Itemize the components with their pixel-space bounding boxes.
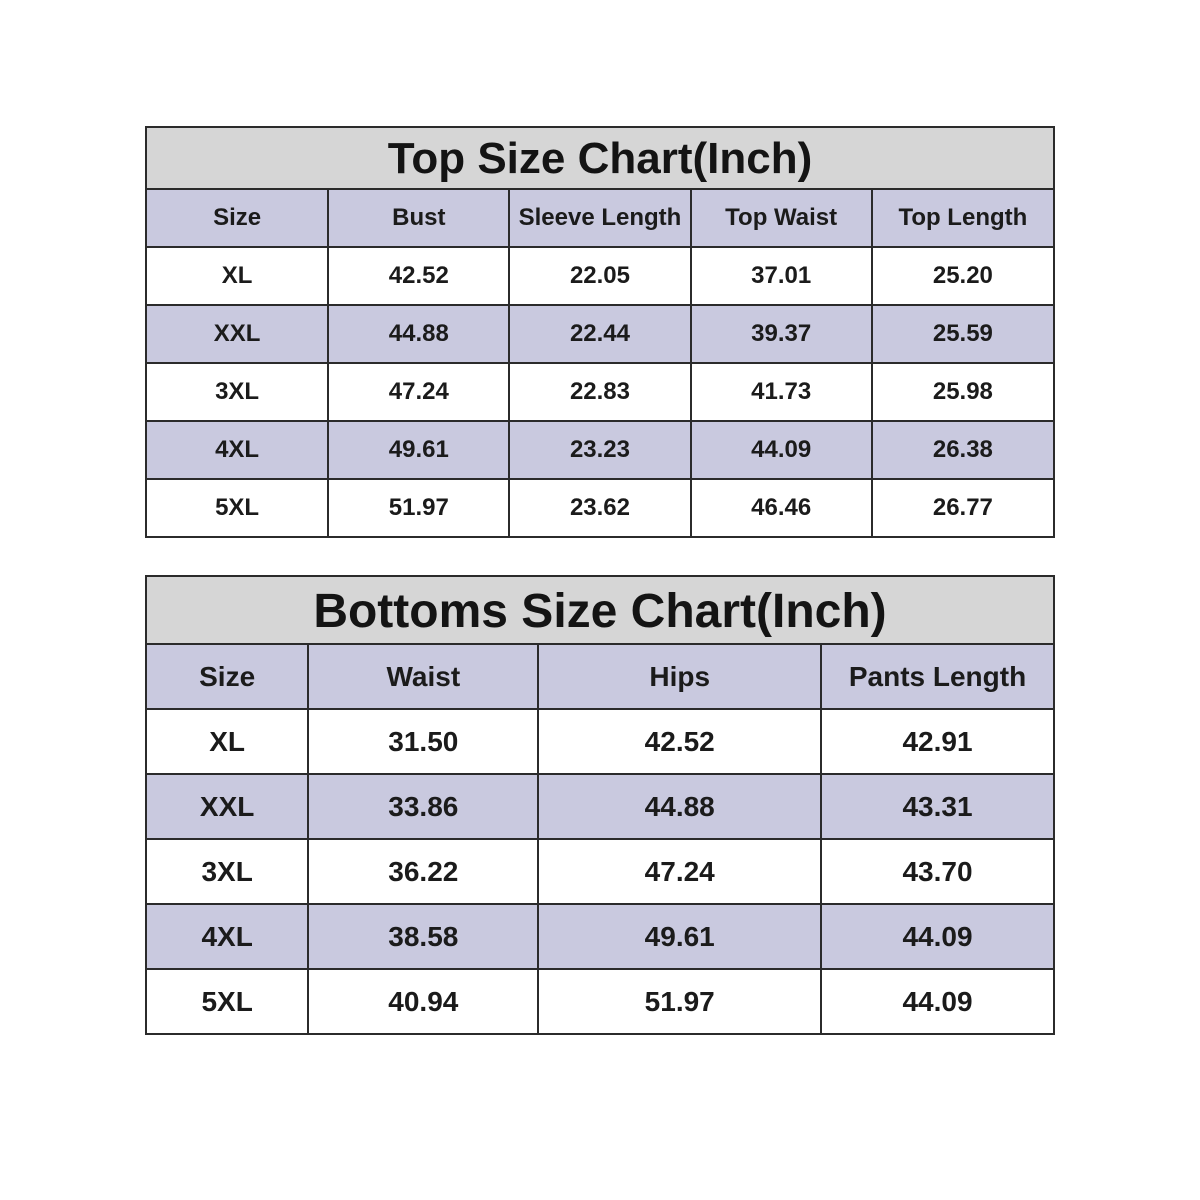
top-size-chart xyxy=(145,126,1055,538)
cell-pants-length: 44.09 xyxy=(821,904,1053,969)
table-row xyxy=(147,247,1053,305)
cell-waist: 33.86 xyxy=(308,774,538,839)
cell-top-waist: 44.09 xyxy=(691,421,872,479)
cell-sleeve-length: 22.05 xyxy=(509,247,690,305)
cell-top-length: 26.38 xyxy=(872,421,1053,479)
bottoms-size-chart xyxy=(145,575,1055,1035)
bottoms-size-table xyxy=(147,645,1053,1033)
cell-size: XL xyxy=(147,247,328,305)
cell-pants-length: 44.09 xyxy=(821,969,1053,1033)
header-sleeve-length: Sleeve Length xyxy=(509,190,690,247)
header-bust: Bust xyxy=(328,190,509,247)
header-size: Size xyxy=(147,645,308,709)
cell-size: 5XL xyxy=(147,969,308,1033)
header-hips: Hips xyxy=(538,645,821,709)
cell-size: XXL xyxy=(147,305,328,363)
cell-top-length: 25.59 xyxy=(872,305,1053,363)
cell-top-length: 26.77 xyxy=(872,479,1053,536)
cell-waist: 31.50 xyxy=(308,709,538,774)
header-waist: Waist xyxy=(308,645,538,709)
table-row xyxy=(147,839,1053,904)
bottoms-size-chart-title: Bottoms Size Chart(Inch) xyxy=(147,577,1053,645)
table-row xyxy=(147,479,1053,536)
cell-sleeve-length: 23.23 xyxy=(509,421,690,479)
header-top-waist: Top Waist xyxy=(691,190,872,247)
cell-waist: 36.22 xyxy=(308,839,538,904)
table-row xyxy=(147,774,1053,839)
table-row xyxy=(147,421,1053,479)
cell-top-waist: 37.01 xyxy=(691,247,872,305)
cell-waist: 38.58 xyxy=(308,904,538,969)
cell-pants-length: 43.31 xyxy=(821,774,1053,839)
cell-sleeve-length: 22.44 xyxy=(509,305,690,363)
cell-bust: 42.52 xyxy=(328,247,509,305)
cell-top-waist: 46.46 xyxy=(691,479,872,536)
cell-sleeve-length: 22.83 xyxy=(509,363,690,421)
cell-size: XL xyxy=(147,709,308,774)
cell-pants-length: 42.91 xyxy=(821,709,1053,774)
table-row xyxy=(147,969,1053,1033)
cell-size: 3XL xyxy=(147,363,328,421)
cell-pants-length: 43.70 xyxy=(821,839,1053,904)
cell-hips: 44.88 xyxy=(538,774,821,839)
header-top-length: Top Length xyxy=(872,190,1053,247)
cell-size: 3XL xyxy=(147,839,308,904)
cell-bust: 47.24 xyxy=(328,363,509,421)
cell-hips: 51.97 xyxy=(538,969,821,1033)
header-size: Size xyxy=(147,190,328,247)
cell-size: 4XL xyxy=(147,904,308,969)
cell-top-length: 25.20 xyxy=(872,247,1053,305)
cell-top-length: 25.98 xyxy=(872,363,1053,421)
cell-bust: 49.61 xyxy=(328,421,509,479)
table-header-row xyxy=(147,645,1053,709)
table-row xyxy=(147,904,1053,969)
cell-hips: 47.24 xyxy=(538,839,821,904)
table-header-row xyxy=(147,190,1053,247)
cell-size: 5XL xyxy=(147,479,328,536)
cell-size: 4XL xyxy=(147,421,328,479)
table-row xyxy=(147,363,1053,421)
table-row xyxy=(147,305,1053,363)
cell-bust: 44.88 xyxy=(328,305,509,363)
top-size-table xyxy=(147,190,1053,536)
cell-waist: 40.94 xyxy=(308,969,538,1033)
top-size-chart-title: Top Size Chart(Inch) xyxy=(147,128,1053,190)
cell-hips: 49.61 xyxy=(538,904,821,969)
cell-hips: 42.52 xyxy=(538,709,821,774)
cell-top-waist: 41.73 xyxy=(691,363,872,421)
cell-top-waist: 39.37 xyxy=(691,305,872,363)
table-row xyxy=(147,709,1053,774)
cell-sleeve-length: 23.62 xyxy=(509,479,690,536)
header-pants-length: Pants Length xyxy=(821,645,1053,709)
cell-size: XXL xyxy=(147,774,308,839)
cell-bust: 51.97 xyxy=(328,479,509,536)
